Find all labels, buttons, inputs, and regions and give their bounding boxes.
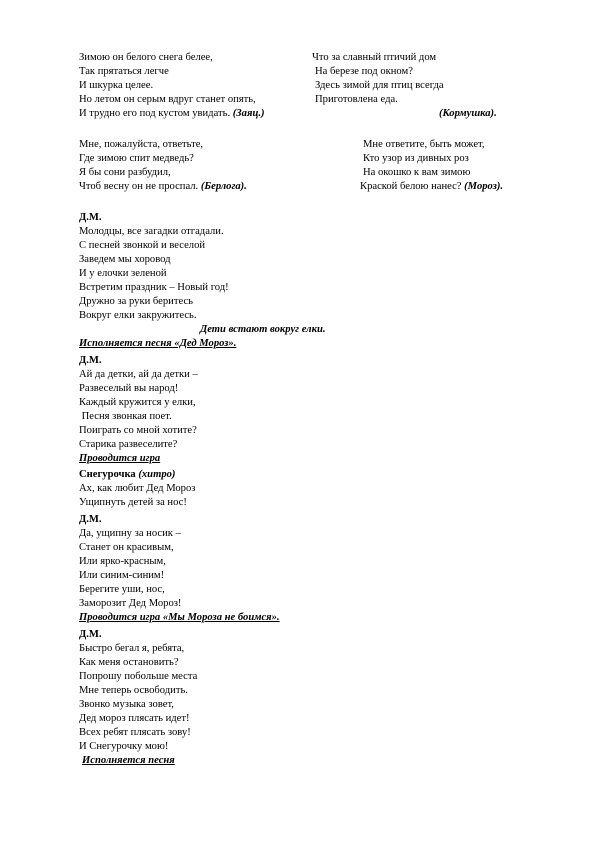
riddle-answer: (Берлога). bbox=[200, 181, 247, 192]
speaker-label: Д.М. bbox=[79, 212, 102, 223]
riddle-line: Мне ответите, быть может, bbox=[363, 139, 485, 150]
verse-line: Старика развеселите? bbox=[79, 439, 178, 450]
riddle-line: Кто узор из дивных роз bbox=[363, 153, 469, 164]
verse-line: Вокруг елки закружитесь. bbox=[79, 310, 197, 321]
verse-line: Дед мороз плясать идет! bbox=[79, 713, 190, 724]
riddle-text: Чтоб весну он не проспал. bbox=[79, 181, 199, 192]
verse-line: Берегите уши, нос, bbox=[79, 584, 165, 595]
verse-line: Звонко музыка зовет, bbox=[79, 699, 174, 710]
verse-line: Ах, как любит Дед Мороз bbox=[79, 483, 196, 494]
verse-line: Попрошу побольше места bbox=[79, 671, 198, 682]
riddle-line: Я бы сони разбудил, bbox=[79, 167, 171, 178]
song-heading: Исполняется песня bbox=[82, 755, 175, 766]
verse-line: Песня звонкая поет. bbox=[79, 411, 172, 422]
game-heading: Проводится игра bbox=[79, 453, 161, 464]
speaker-line bbox=[79, 468, 175, 482]
riddle-line: Здесь зимой для птиц всегда bbox=[315, 80, 444, 91]
riddle-answer: (Кормушка). bbox=[439, 108, 497, 119]
stage-direction: (хитро) bbox=[138, 469, 176, 480]
verse-line: Ай да детки, ай да детки – bbox=[79, 369, 198, 380]
speaker-label: Д.М. bbox=[79, 514, 102, 525]
riddle-text: И трудно его под кустом увидать. bbox=[79, 108, 231, 119]
verse-line: Мне теперь освободить. bbox=[79, 685, 188, 696]
riddle-line: Так прятаться легче bbox=[79, 66, 169, 77]
verse-line: Заморозит Дед Мороз! bbox=[79, 598, 182, 609]
game-heading: Проводится игра «Мы Мороза не боимся». bbox=[79, 612, 280, 623]
verse-line: Или ярко-красным, bbox=[79, 556, 166, 567]
verse-line: И Снегурочку мою! bbox=[79, 741, 169, 752]
riddle-line: Что за славный птичий дом bbox=[312, 52, 437, 63]
riddle-line: Приготовлена еда. bbox=[315, 94, 398, 105]
verse-line: Дружно за руки беритесь bbox=[79, 296, 193, 307]
verse-line: Каждый кружится у елки, bbox=[79, 397, 196, 408]
riddle-line: Мне, пожалуйста, ответьте, bbox=[79, 139, 204, 150]
verse-line: Встретим праздник – Новый год! bbox=[79, 282, 229, 293]
verse-line: Заведем мы хоровод bbox=[79, 254, 171, 265]
riddle-line: Но летом он серым вдруг станет опять, bbox=[79, 94, 256, 105]
riddle-answer: (Заяц.) bbox=[232, 108, 265, 119]
stage-direction: Дети встают вокруг елки. bbox=[200, 324, 326, 335]
riddle-line: Где зимою спит медведь? bbox=[79, 153, 194, 164]
speaker-label: Д.М. bbox=[79, 355, 102, 366]
riddle-line bbox=[360, 180, 503, 194]
riddle-line: На окошко к вам зимою bbox=[363, 167, 471, 178]
song-heading: Исполняется песня «Дед Мороз». bbox=[79, 338, 237, 349]
verse-line: Молодцы, все загадки отгадали. bbox=[79, 226, 224, 237]
verse-line: С песней звонкой и веселой bbox=[79, 240, 206, 251]
riddle-line: На березе под окном? bbox=[315, 66, 413, 77]
verse-line: Или синим-синим! bbox=[79, 570, 165, 581]
speaker-label: Снегурочка bbox=[79, 469, 136, 480]
riddle-text: Краской белою нанес? bbox=[360, 181, 462, 192]
verse-line: И у елочки зеленой bbox=[79, 268, 167, 279]
verse-line: Быстро бегал я, ребята, bbox=[79, 643, 185, 654]
riddle-line: И шкурка целее. bbox=[79, 80, 154, 91]
verse-line: Ущипнуть детей за нос! bbox=[79, 497, 187, 508]
verse-line: Да, ущипну за носик – bbox=[79, 528, 181, 539]
verse-line: Поиграть со мной хотите? bbox=[79, 425, 197, 436]
riddle-answer: (Мороз). bbox=[464, 181, 504, 192]
riddle-line bbox=[79, 180, 247, 194]
verse-line: Всех ребят плясать зову! bbox=[79, 727, 191, 738]
verse-line: Станет он красивым, bbox=[79, 542, 174, 553]
riddle-line bbox=[79, 107, 265, 121]
speaker-label: Д.М. bbox=[79, 629, 102, 640]
verse-line: Как меня остановить? bbox=[79, 657, 179, 668]
riddle-line: Зимою он белого снега белее, bbox=[79, 52, 213, 63]
verse-line: Развеселый вы народ! bbox=[79, 383, 179, 394]
